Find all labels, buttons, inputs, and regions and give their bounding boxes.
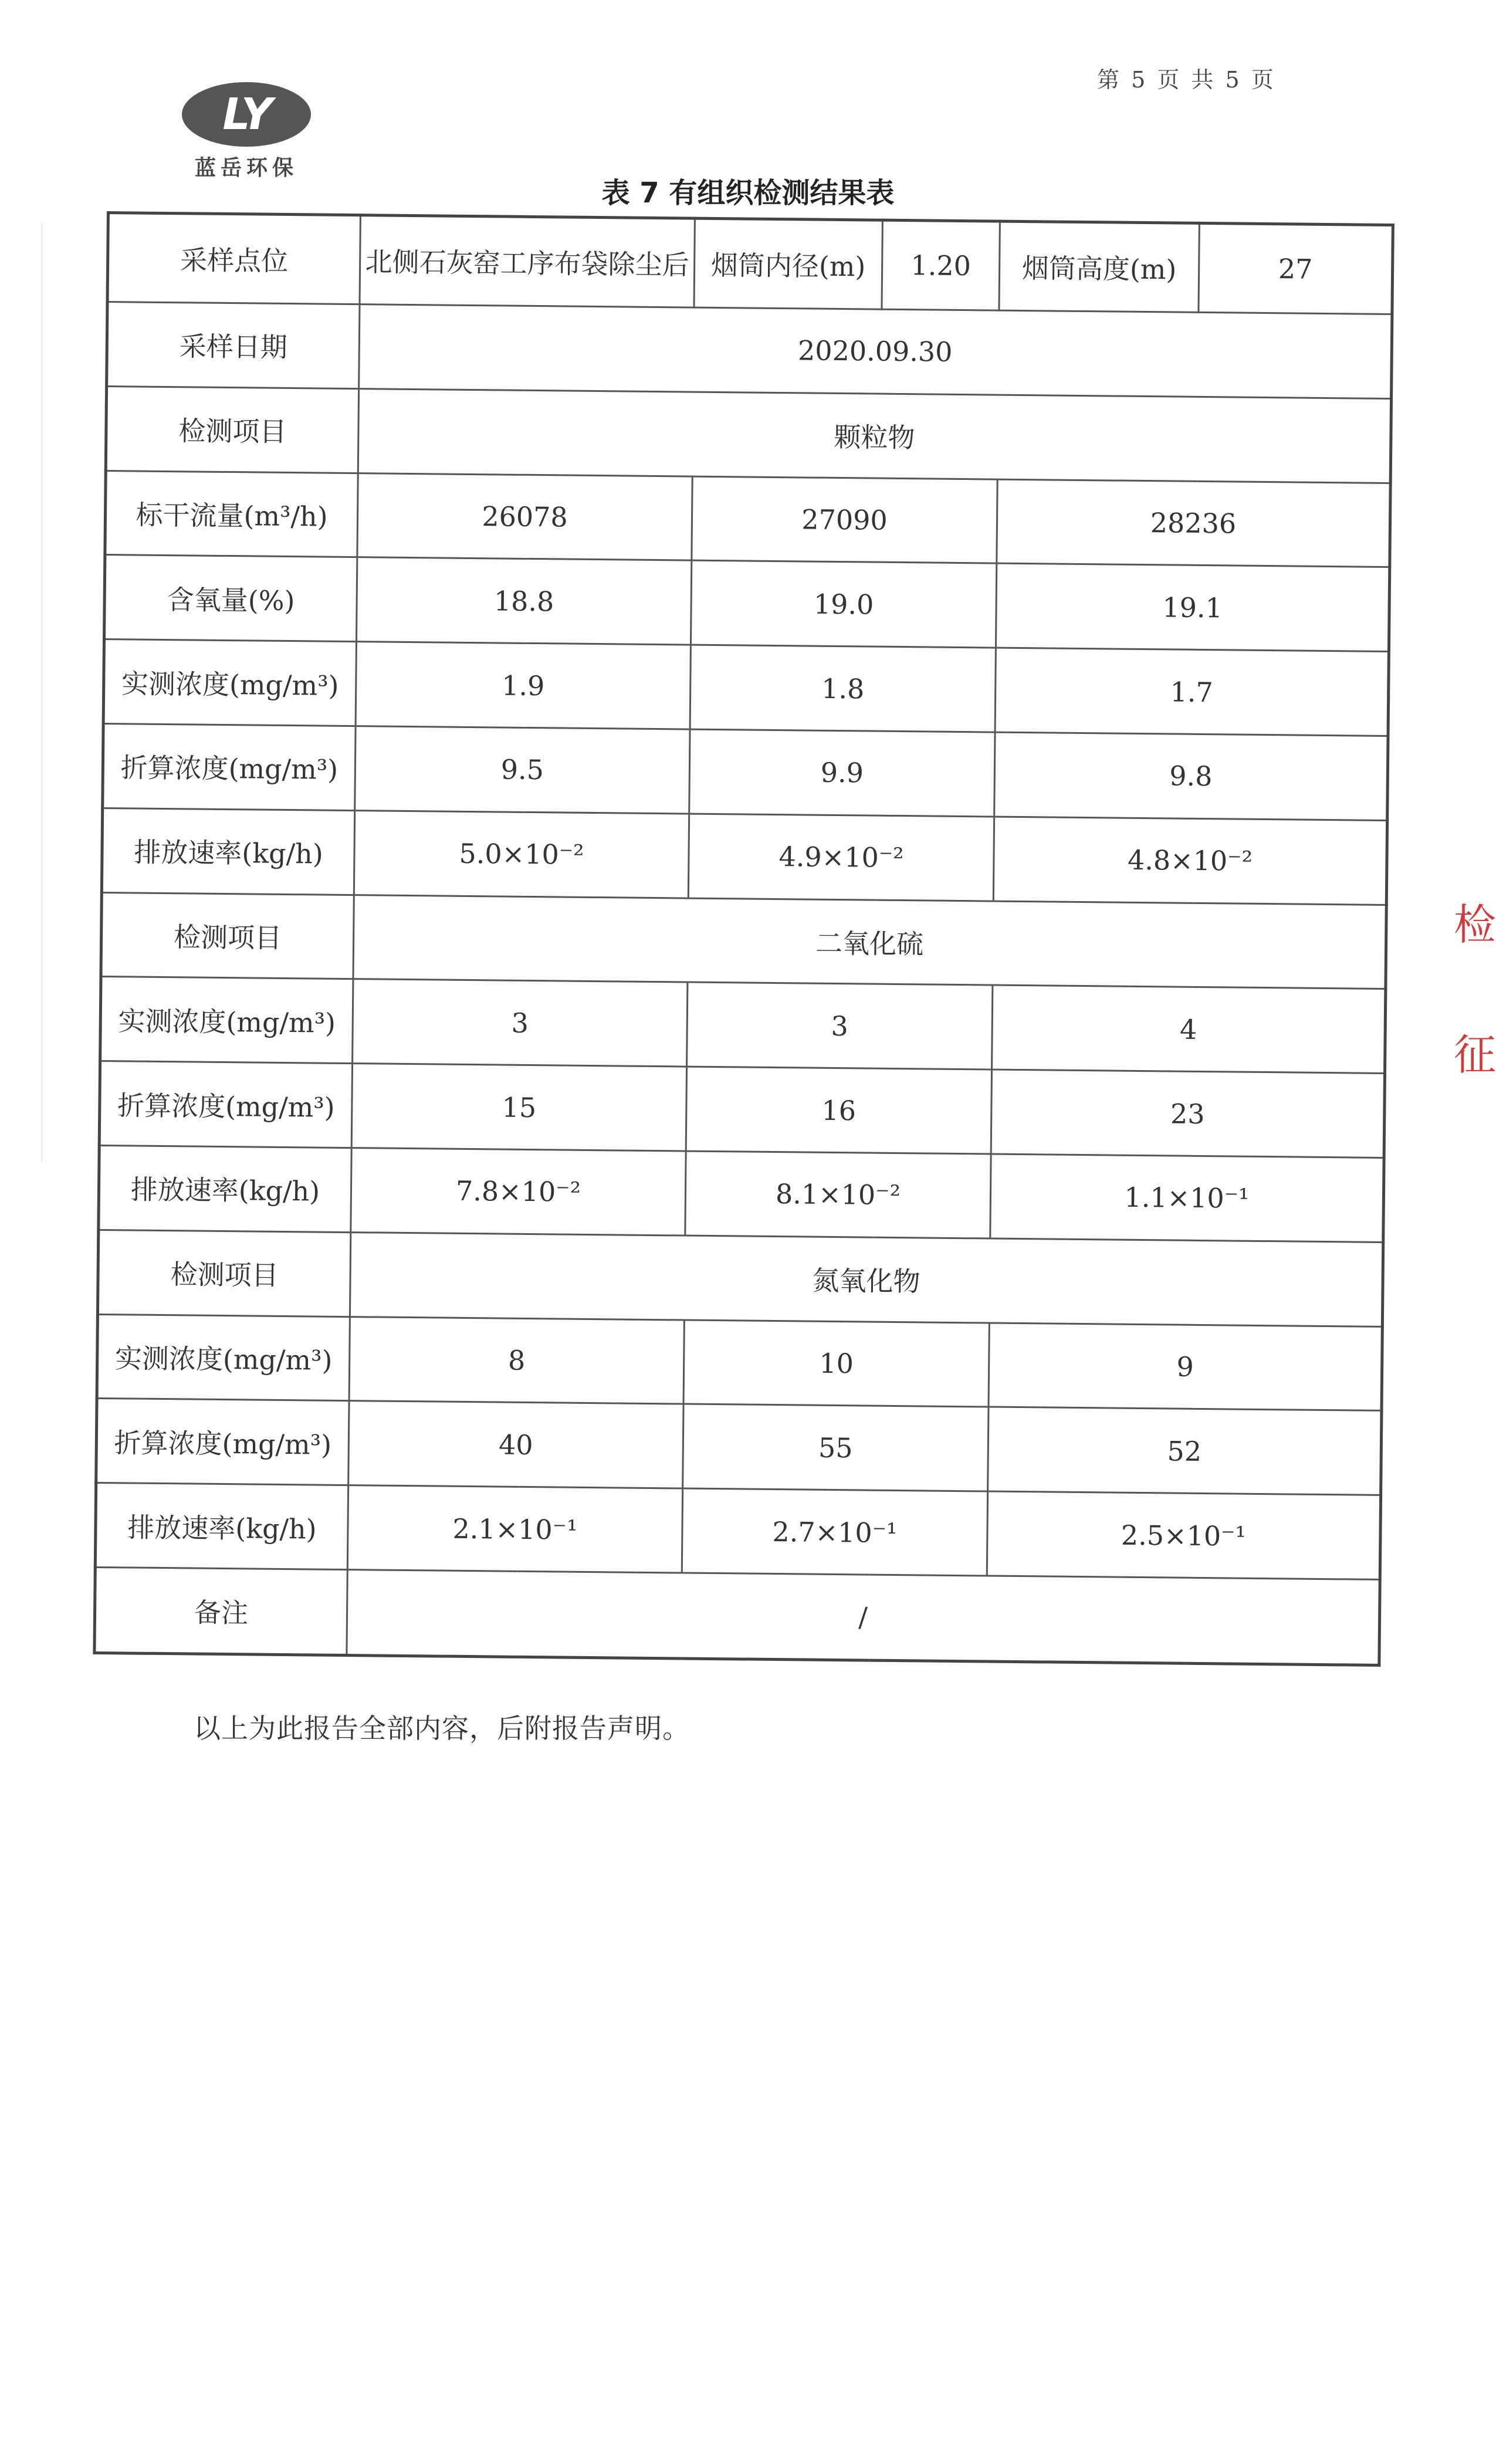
- row-label: 实测浓度(mg/m³): [97, 1314, 350, 1401]
- value-cell: 3: [687, 982, 993, 1069]
- footer-note: 以上为此报告全部内容，后附报告声明。: [194, 1712, 690, 1744]
- table-row: [99, 1061, 1385, 1158]
- value-cell: 7.8×10⁻²: [351, 1148, 686, 1236]
- row-label: 实测浓度(mg/m³): [100, 977, 353, 1064]
- table-row: [105, 471, 1390, 567]
- value-cell: 52: [988, 1407, 1382, 1495]
- value-cell: 9.9: [689, 729, 995, 817]
- value-cell: 2.7×10⁻¹: [682, 1488, 987, 1576]
- results-table: [93, 211, 1395, 1667]
- logo-mark: LY: [182, 82, 311, 147]
- row-label: 折算浓度(mg/m³): [103, 723, 356, 810]
- table-row: [96, 1399, 1382, 1495]
- table-row: [107, 213, 1393, 314]
- value-cell: 1.9: [356, 642, 691, 729]
- value-cell: 15: [351, 1064, 686, 1151]
- table-row: [106, 386, 1391, 483]
- table-row: [101, 892, 1386, 989]
- value-cell: 27090: [692, 476, 997, 564]
- value-cell: 26078: [357, 473, 692, 560]
- row-label: 排放速率(kg/h): [101, 808, 354, 895]
- row-label: 折算浓度(mg/m³): [99, 1061, 352, 1148]
- table-row: [101, 808, 1387, 905]
- date-label: 采样日期: [107, 302, 360, 388]
- logo-text: 蓝岳环保: [194, 156, 298, 180]
- table-row: [100, 977, 1386, 1074]
- value-cell: 28236: [997, 479, 1390, 567]
- value-cell: 3: [353, 979, 688, 1067]
- value-cell: 2.5×10⁻¹: [987, 1491, 1380, 1579]
- value-cell: 4.9×10⁻²: [688, 814, 994, 901]
- stack-height-label: 烟筒高度(m): [999, 221, 1199, 312]
- results-table-wrapper: [93, 211, 1392, 1667]
- section-name: 颗粒物: [358, 388, 1391, 483]
- value-cell: 16: [686, 1067, 991, 1154]
- row-label: 折算浓度(mg/m³): [96, 1399, 349, 1485]
- row-label: 排放速率(kg/h): [99, 1145, 351, 1232]
- section-label: 检测项目: [97, 1230, 350, 1316]
- company-logo: [176, 82, 317, 182]
- table-row: [104, 555, 1389, 652]
- value-cell: 5.0×10⁻²: [354, 810, 689, 898]
- value-cell: 8.1×10⁻²: [685, 1151, 991, 1238]
- oxygen-label: 含氧量(%): [104, 555, 357, 642]
- remarks-value: /: [347, 1570, 1380, 1666]
- value-cell: 1.8: [690, 645, 996, 732]
- flow-label: 标干流量(m³/h): [105, 471, 358, 557]
- table-row: [107, 302, 1392, 398]
- section-label: 检测项目: [101, 892, 354, 979]
- value-cell: 4.8×10⁻²: [993, 817, 1387, 905]
- value-cell: 1.1×10⁻¹: [990, 1154, 1384, 1242]
- value-cell: 1.7: [995, 648, 1389, 736]
- row-label: 排放速率(kg/h): [95, 1483, 348, 1570]
- table-row: [97, 1230, 1383, 1326]
- red-stamp-fragment: [1454, 903, 1496, 1185]
- value-cell: 4: [992, 985, 1386, 1073]
- table-row: [97, 1314, 1382, 1411]
- site-label: 采样点位: [107, 213, 360, 304]
- value-cell: 23: [991, 1069, 1385, 1157]
- table-row: [103, 639, 1389, 736]
- scan-margin-line: [41, 223, 66, 1162]
- inner-diameter-value: 1.20: [882, 220, 1000, 310]
- section-name: 氮氧化物: [350, 1232, 1383, 1326]
- stack-height-value: 27: [1199, 223, 1393, 314]
- value-cell: 2.1×10⁻¹: [347, 1485, 682, 1573]
- value-cell: 9: [989, 1323, 1382, 1411]
- table-row: [95, 1483, 1380, 1580]
- value-cell: 55: [683, 1404, 989, 1491]
- value-cell: 18.8: [356, 557, 691, 645]
- value-cell: 8: [349, 1316, 684, 1404]
- value-cell: 10: [683, 1320, 989, 1407]
- value-cell: 19.0: [691, 560, 996, 648]
- row-label: 实测浓度(mg/m³): [103, 639, 356, 726]
- table-row: [99, 1145, 1384, 1242]
- site-value: 北侧石灰窑工序布袋除尘后: [360, 215, 695, 307]
- table-row: [94, 1568, 1380, 1666]
- date-value: 2020.09.30: [359, 304, 1392, 399]
- remarks-label: 备注: [94, 1568, 347, 1656]
- section-name: 二氧化硫: [353, 895, 1386, 989]
- inner-diameter-label: 烟筒内径(m): [694, 218, 882, 309]
- value-cell: 9.5: [355, 726, 690, 814]
- value-cell: 19.1: [996, 563, 1389, 651]
- table-title: 表 7 有组织检测结果表: [601, 177, 895, 209]
- stamp-char: 征: [1454, 1030, 1496, 1079]
- value-cell: 40: [348, 1401, 683, 1488]
- section-label: 检测项目: [106, 386, 358, 473]
- stamp-char: 检: [1454, 903, 1496, 949]
- table-row: [103, 723, 1388, 820]
- value-cell: 9.8: [994, 732, 1388, 820]
- page-number: 第 5 页 共 5 页: [1097, 67, 1276, 93]
